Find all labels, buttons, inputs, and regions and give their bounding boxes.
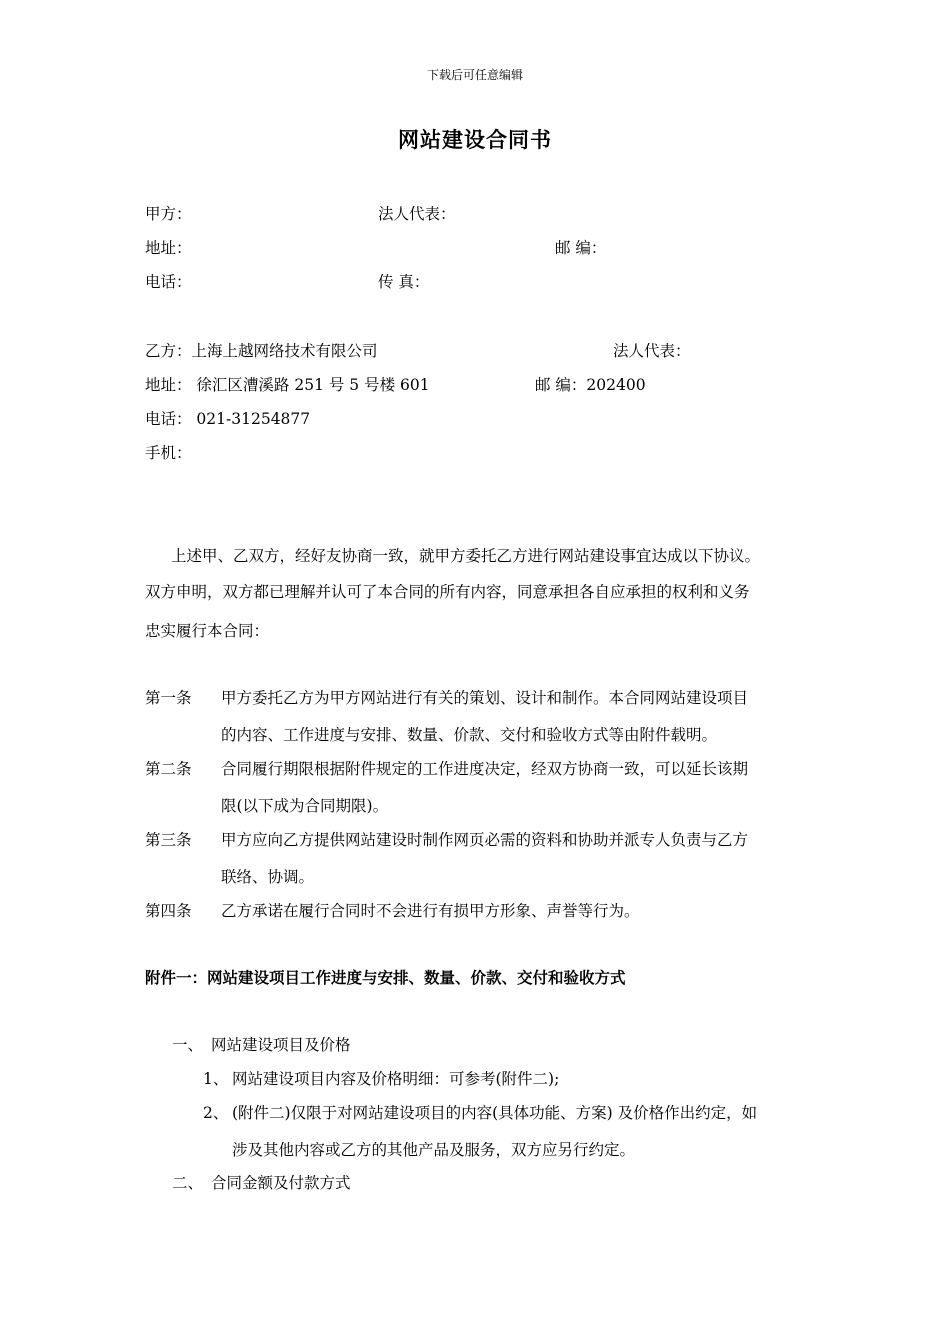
party-a-postcode-label: 邮 编： bbox=[555, 239, 607, 257]
article-1-label: 第一条 bbox=[145, 689, 192, 707]
appendix-section-2-text: 合同金额及付款方式 bbox=[211, 1174, 351, 1192]
article-3-line-2: 联络、协调。 bbox=[221, 868, 315, 886]
party-b-mobile-label: 手机： bbox=[145, 444, 192, 462]
appendix-item-2-num: 2、 bbox=[203, 1104, 229, 1122]
article-3-label: 第三条 bbox=[145, 831, 192, 849]
appendix-item-1-num: 1、 bbox=[203, 1070, 229, 1088]
article-4-label: 第四条 bbox=[145, 902, 192, 920]
appendix-section-1-text: 网站建设项目及价格 bbox=[211, 1036, 351, 1054]
article-4-line-1: 乙方承诺在履行合同时不会进行有损甲方形象、声誉等行为。 bbox=[221, 902, 640, 920]
article-2-line-1: 合同履行期限根据附件规定的工作进度决定，经双方协商一致，可以延长该期 bbox=[221, 760, 749, 778]
article-3-line-1: 甲方应向乙方提供网站建设时制作网页必需的资料和协助并派专人负责与乙方 bbox=[221, 831, 749, 849]
party-b-address: 地址： 徐汇区漕溪路 251 号 5 号楼 601 bbox=[145, 376, 430, 394]
party-a-address-label: 地址： bbox=[145, 239, 192, 257]
header-note: 下载后可任意编辑 bbox=[426, 68, 523, 82]
article-2-label: 第二条 bbox=[145, 760, 192, 778]
appendix-item-2-line-2: 涉及其他内容或乙方的其他产品及服务，双方应另行约定。 bbox=[232, 1141, 636, 1159]
party-a-fax-label: 传 真： bbox=[378, 273, 430, 291]
article-2-line-2: 限(以下成为合同期限)。 bbox=[221, 797, 389, 815]
party-b-rep-label: 法人代表： bbox=[613, 342, 691, 360]
party-a-name-label: 甲方： bbox=[145, 205, 192, 223]
article-1-line-1: 甲方委托乙方为甲方网站进行有关的策划、设计和制作。本合同网站建设项目 bbox=[221, 689, 749, 707]
party-b-name: 乙方：上海上越网络技术有限公司 bbox=[145, 342, 378, 360]
intro-line-1: 上述甲、乙双方，经好友协商一致，就甲方委托乙方进行网站建设事宜达成以下协议。 bbox=[171, 547, 761, 565]
appendix-item-2-line-1: (附件二)仅限于对网站建设项目的内容(具体功能、方案) 及价格作出约定，如 bbox=[232, 1104, 758, 1122]
intro-line-2: 双方申明，双方都已理解并认可了本合同的所有内容，同意承担各自应承担的权利和义务 bbox=[145, 583, 750, 601]
intro-line-3: 忠实履行本合同： bbox=[145, 622, 270, 640]
party-b-phone: 电话： 021-31254877 bbox=[145, 410, 311, 428]
appendix-item-1-text: 网站建设项目内容及价格明细：可参考(附件二); bbox=[232, 1070, 560, 1088]
party-a-phone-label: 电话： bbox=[145, 273, 192, 291]
appendix-section-2-num: 二、 bbox=[172, 1174, 204, 1192]
appendix-section-1-num: 一、 bbox=[172, 1036, 204, 1054]
party-a-rep-label: 法人代表： bbox=[378, 205, 456, 223]
appendix-title: 附件一：网站建设项目工作进度与安排、数量、价款、交付和验收方式 bbox=[145, 968, 626, 987]
article-1-line-2: 的内容、工作进度与安排、数量、价款、交付和验收方式等由附件载明。 bbox=[221, 726, 718, 744]
party-b-postcode: 邮 编：202400 bbox=[535, 376, 646, 394]
page-title: 网站建设合同书 bbox=[398, 127, 552, 152]
